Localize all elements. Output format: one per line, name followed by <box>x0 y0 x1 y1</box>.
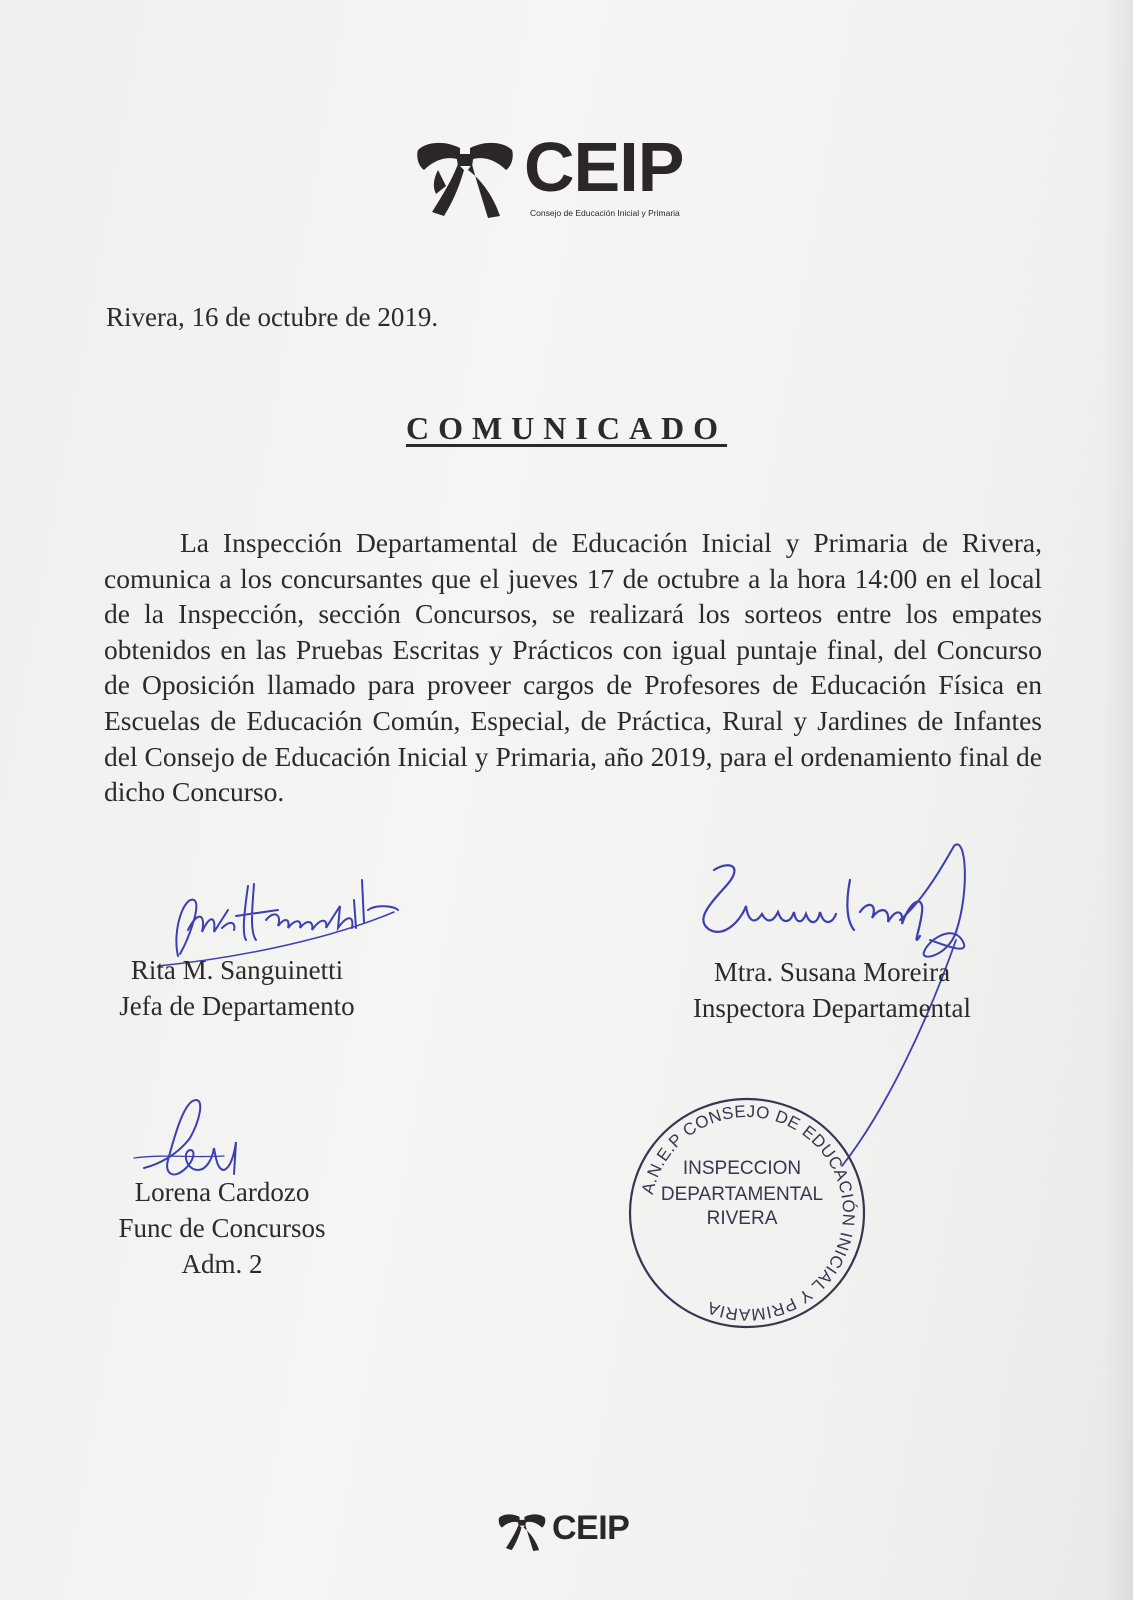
ceip-bow-icon <box>416 140 514 222</box>
date-line: Rivera, 16 de octubre de 2019. <box>106 302 439 332</box>
seal-ring-text: A.N.E.P CONSEJO DE EDUCACIÓN INICIAL Y PRIMARIA <box>637 1101 859 1325</box>
document-body: La Inspección Departamental de Educación Inicial y Primaria de Rivera, comunica a los concursantes que el jueves 17 de octubre a la hora 14:00 en el local de la Inspección, sección Concursos, se realizará los sorteos entre los empates obtenidos en las Pruebas Escritas y Prácticos con igual puntaje final, del Concurso de Oposición llamado para proveer cargos de Profesores de Educación Física en Escuelas de Educación Común, Especial, de Práctica, Rural y Jardines de Infantes del Consejo de Educación Inicial y Primaria, año 2019, para el ordenamiento final de dicho Concurso. <box>104 527 1042 808</box>
signatory-bottom-role: Func de Concursos <box>118 1213 326 1243</box>
signatory-left-name: Rita M. Sanguinetti <box>130 955 344 985</box>
ceip-bow-icon-small <box>498 1513 546 1553</box>
signatory-bottom-name: Lorena Cardozo <box>134 1177 310 1207</box>
ceip-logo-footer-word: CEIP <box>552 1509 630 1547</box>
ceip-logo-header <box>416 128 716 230</box>
signatory-right-role: Inspectora Departamental <box>692 993 972 1023</box>
paper-edge-shadow <box>1103 0 1133 1600</box>
seal-line-2: DEPARTAMENTAL <box>660 1184 824 1205</box>
official-seal <box>622 1088 872 1338</box>
signatory-right-name: Mtra. Susana Moreira <box>713 957 951 987</box>
seal-line-1: INSPECCION <box>682 1158 802 1179</box>
signatory-left-role: Jefa de Departamento <box>119 991 355 1021</box>
signatory-bottom-grade: Adm. 2 <box>181 1249 263 1279</box>
ceip-logo-footer <box>498 1511 658 1555</box>
ceip-logo-subtitle: Consejo de Educación Inicial y Primaria <box>530 208 680 218</box>
seal-line-3: RIVERA <box>706 1208 778 1229</box>
signatory-right <box>662 954 1002 1026</box>
ceip-logo-word: CEIP <box>524 128 684 206</box>
signatory-left <box>92 952 382 1024</box>
document-title: COMUNICADO <box>405 410 728 446</box>
signatory-bottom <box>92 1174 352 1282</box>
